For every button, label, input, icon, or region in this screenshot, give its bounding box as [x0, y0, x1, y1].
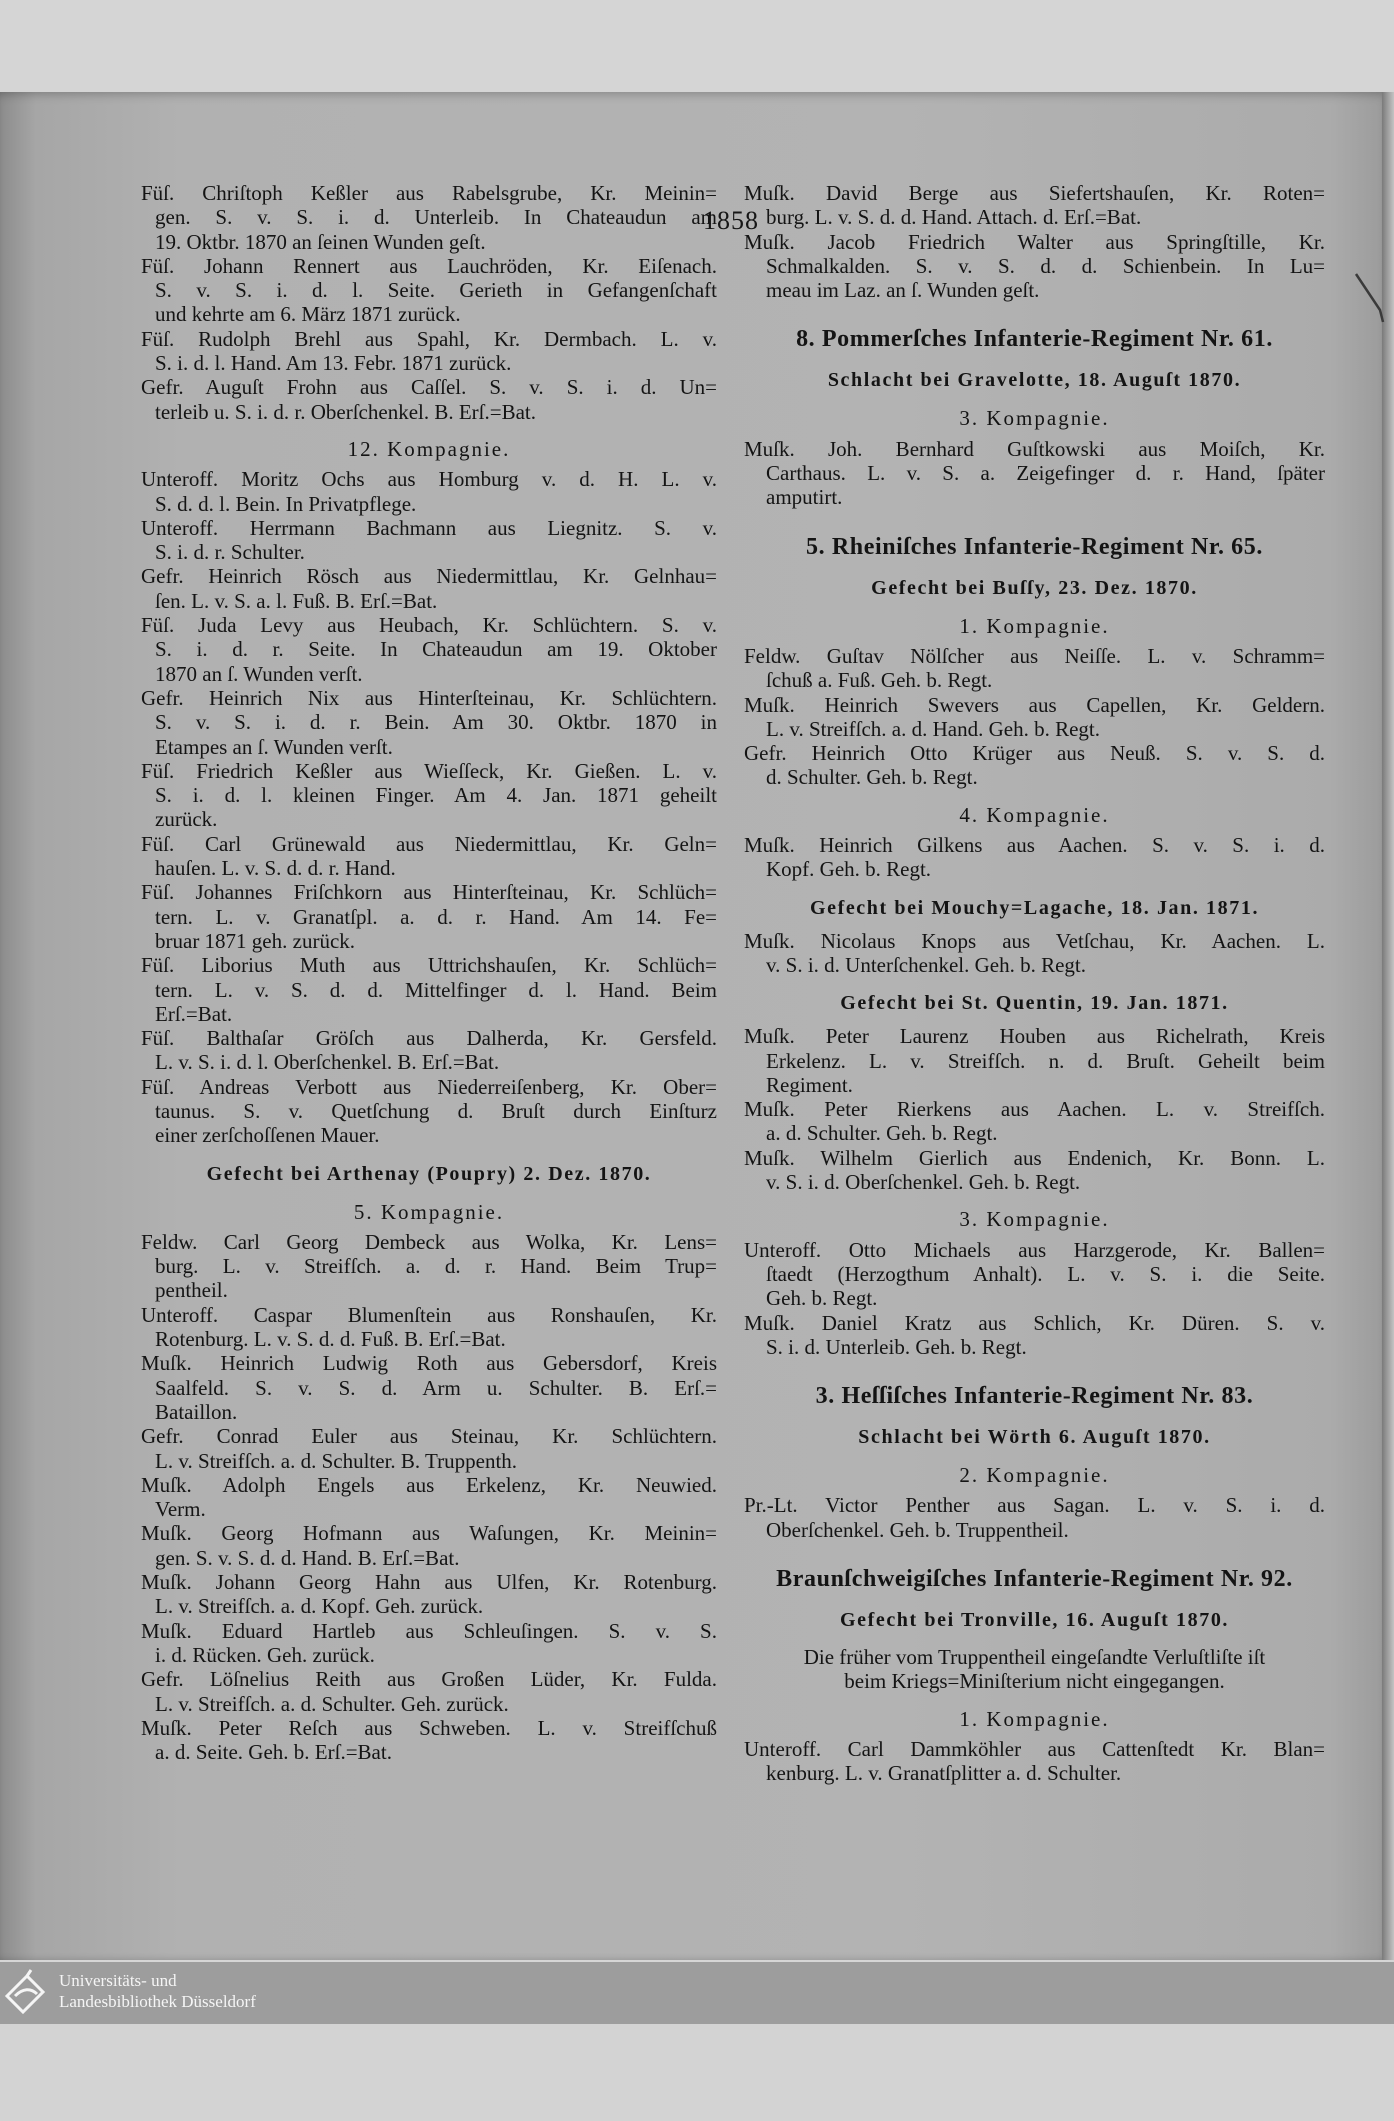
- text-line: gen. S. v. S. d. d. Hand. B. Erſ.=Bat.: [155, 1545, 460, 1570]
- text-line: a. d. Schulter. Geh. b. Regt.: [766, 1121, 998, 1146]
- library-footer: [0, 1962, 1394, 2024]
- casualty-entry: [744, 1024, 1325, 1097]
- regiment-heading: Braunſchweigiſches Infanterie-Regiment Nr. 92.: [776, 1565, 1293, 1592]
- text-line: Rotenburg. L. v. S. d. d. Fuß. B. Erſ.=Bat.: [155, 1327, 506, 1352]
- casualty-entry: [141, 181, 717, 254]
- casualty-entry: [141, 686, 717, 759]
- text-line: Unteroff. Carl Dammköhler aus Cattenſtedt Kr. Blan=: [744, 1736, 1325, 1761]
- text-line: Gefr. Auguſt Frohn aus Caſſel. S. v. S. i. d. Un=: [141, 375, 717, 400]
- company-heading: 2. Kompagnie.: [959, 1463, 1110, 1488]
- text-line: 1870 an ſ. Wunden verſt.: [155, 661, 363, 686]
- text-line: Füſ. Juda Levy aus Heubach, Kr. Schlüchtern. S. v.: [141, 613, 717, 638]
- battle-heading: Schlacht bei Wörth 6. Auguſt 1870.: [858, 1426, 1211, 1449]
- note-paragraph: [744, 1645, 1325, 1694]
- text-line: Unteroff. Otto Michaels aus Harzgerode, Kr. Ballen=: [744, 1237, 1325, 1262]
- company-heading: 4. Kompagnie.: [959, 802, 1110, 827]
- text-line: Füſ. Friedrich Keßler aus Wieſſeck, Kr. Gießen. L. v.: [141, 758, 717, 783]
- casualty-entry: [744, 1238, 1325, 1311]
- text-line: Schmalkalden. S. v. S. d. d. Schienbein. In Lu=: [766, 253, 1325, 278]
- text-line: Oberſchenkel. Geh. b. Truppentheil.: [766, 1517, 1069, 1542]
- text-line: ſtaedt (Herzogthum Anhalt). L. v. S. i. die Seite.: [766, 1261, 1325, 1286]
- text-line: Muſk. Nicolaus Knops aus Vetſchau, Kr. Aachen. L.: [744, 928, 1325, 953]
- page-edge: [1382, 92, 1394, 1960]
- text-line: S. i. d. l. Hand. Am 13. Febr. 1871 zurück.: [155, 351, 512, 376]
- right-column: [744, 181, 1325, 1785]
- text-line: a. d. Seite. Geh. b. Erſ.=Bat.: [155, 1740, 392, 1765]
- text-line: Erſ.=Bat.: [155, 1001, 233, 1026]
- text-line: meau im Laz. an ſ. Wunden geſt.: [766, 278, 1040, 303]
- casualty-entry: [141, 375, 717, 424]
- text-line: Füſ. Chriſtoph Keßler aus Rabelsgrube, Kr. Meinin=: [141, 181, 717, 205]
- text-line: kenburg. L. v. Granatſplitter a. d. Schulter.: [766, 1761, 1122, 1786]
- text-line: ſchuß a. Fuß. Geh. b. Regt.: [766, 668, 993, 693]
- battle-heading: Gefecht bei Mouchy=Lagache, 18. Jan. 1871.: [809, 896, 1260, 919]
- text-line: Muſk. Johann Georg Hahn aus Ulfen, Kr. Rotenburg.: [141, 1570, 717, 1595]
- text-line: einer zerſchoſſenen Mauer.: [155, 1123, 380, 1148]
- text-line: Füſ. Liborius Muth aus Uttrichshauſen, Kr. Schlüch=: [141, 953, 717, 978]
- text-line: Carthaus. L. v. S. a. Zeigefinger d. r. Hand, ſpäter: [766, 461, 1325, 486]
- text-line: Gefr. Conrad Euler aus Steinau, Kr. Schlüchtern.: [141, 1424, 717, 1449]
- text-line: burg. L. v. Streifſch. a. d. r. Hand. Beim Trup=: [155, 1254, 717, 1279]
- text-line: bruar 1871 geh. zurück.: [155, 928, 356, 953]
- text-line: L. v. Streifſch. a. d. Schulter. B. Truppenth.: [155, 1448, 518, 1473]
- text-line: Füſ. Rudolph Brehl aus Spahl, Kr. Dermbach. L. v.: [141, 326, 717, 351]
- text-line: Geh. b. Regt.: [766, 1286, 878, 1311]
- company-heading: 3. Kompagnie.: [959, 406, 1110, 431]
- text-line: Regiment.: [766, 1072, 853, 1097]
- text-line: Muſk. David Berge aus Siefertshauſen, Kr. Roten=: [744, 181, 1325, 205]
- casualty-entry: [744, 1493, 1325, 1542]
- casualty-entry: [141, 1351, 717, 1424]
- text-line: Etampes an ſ. Wunden verſt.: [155, 734, 393, 759]
- text-line: Unteroff. Caspar Blumenſtein aus Ronshauſen, Kr.: [141, 1302, 717, 1327]
- text-line: Muſk. Peter Reſch aus Schweben. L. v. Streifſchuß: [141, 1715, 717, 1740]
- text-line: Muſk. Daniel Kratz aus Schlich, Kr. Düren. S. v.: [744, 1310, 1325, 1335]
- text-line: d. Schulter. Geh. b. Regt.: [766, 765, 978, 790]
- casualty-entry: [744, 230, 1325, 303]
- text-line: Muſk. Eduard Hartleb aus Schleuſingen. S. v. S.: [141, 1618, 717, 1643]
- casualty-entry: [141, 759, 717, 832]
- text-line: L. v. Streifſch. a. d. Kopf. Geh. zurück.: [155, 1594, 484, 1619]
- casualty-entry: [744, 741, 1325, 790]
- regiment-heading: 8. Pommerſches Infanterie-Regiment Nr. 61.: [796, 326, 1273, 353]
- casualty-entry: [141, 1570, 717, 1619]
- text-line: Füſ. Balthaſar Gröſch aus Dalherda, Kr. Gersfeld.: [141, 1026, 717, 1051]
- casualty-entry: [141, 1424, 717, 1473]
- company-heading: 5. Kompagnie.: [353, 1199, 505, 1224]
- casualty-entry: [744, 693, 1325, 742]
- text-line: taunus. S. v. Quetſchung d. Bruſt durch Einſturz: [155, 1098, 717, 1123]
- casualty-entry: [141, 1230, 717, 1303]
- text-line: Muſk. Heinrich Ludwig Roth aus Gebersdorf, Kreis: [141, 1351, 717, 1376]
- casualty-entry: [141, 1716, 717, 1765]
- text-line: Muſk. Wilhelm Gierlich aus Endenich, Kr. Bonn. L.: [744, 1145, 1325, 1170]
- text-line: S. i. d. l. kleinen Finger. Am 4. Jan. 1871 geheilt: [155, 783, 717, 808]
- battle-heading: Gefecht bei Arthenay (Poupry) 2. Dez. 1870.: [206, 1162, 652, 1185]
- casualty-entry: [141, 832, 717, 881]
- casualty-entry: [744, 1311, 1325, 1360]
- text-line: burg. L. v. S. d. d. Hand. Attach. d. Erſ.=Bat.: [766, 205, 1142, 230]
- text-line: Muſk. Georg Hofmann aus Waſungen, Kr. Meinin=: [141, 1521, 717, 1546]
- battle-heading: Gefecht bei Tronville, 16. Auguſt 1870.: [839, 1608, 1230, 1631]
- casualty-entry: [744, 644, 1325, 693]
- text-line: tern. L. v. S. d. d. Mittelfinger d. l. Hand. Beim: [155, 977, 717, 1002]
- casualty-entry: [141, 613, 717, 686]
- text-line: Muſk. Adolph Engels aus Erkelenz, Kr. Neuwied.: [141, 1472, 717, 1497]
- regiment-heading: 5. Rheiniſches Infanterie-Regiment Nr. 65.: [806, 533, 1263, 560]
- text-line: Füſ. Johann Rennert aus Lauchröden, Kr. Eiſenach.: [141, 253, 717, 278]
- text-line: Gefr. Heinrich Otto Krüger aus Neuß. S. v. S. d.: [744, 741, 1325, 766]
- text-line: zurück.: [155, 807, 218, 832]
- text-line: L. v. Streifſch. a. d. Schulter. Geh. zurück.: [155, 1691, 509, 1716]
- casualty-entry: [141, 880, 717, 953]
- text-line: Füſ. Carl Grünewald aus Niedermittlau, Kr. Geln=: [141, 831, 717, 856]
- text-line: Muſk. Joh. Bernhard Guſtkowski aus Moiſch, Kr.: [744, 436, 1325, 461]
- battle-heading: Schlacht bei Gravelotte, 18. Auguſt 1870.: [827, 369, 1242, 392]
- text-line: L. v. S. i. d. l. Oberſchenkel. B. Erſ.=Bat.: [155, 1050, 500, 1075]
- text-line: i. d. Rücken. Geh. zurück.: [155, 1642, 375, 1667]
- text-line: S. i. d. Unterleib. Geh. b. Regt.: [766, 1334, 1027, 1359]
- battle-heading: Gefecht bei St. Quentin, 19. Jan. 1871.: [840, 992, 1229, 1015]
- text-line: gen. S. v. S. i. d. Unterleib. In Chateaudun am: [155, 205, 717, 230]
- text-line: ſen. L. v. S. a. l. Fuß. B. Erſ.=Bat.: [155, 588, 438, 613]
- text-line: Erkelenz. L. v. Streifſch. n. d. Bruſt. Geheilt beim: [766, 1048, 1325, 1073]
- library-name-line-1: Universitäts- und: [59, 1971, 177, 1990]
- text-line: Gefr. Heinrich Rösch aus Niedermittlau, Kr. Gelnhau=: [141, 564, 717, 589]
- text-line: Muſk. Peter Laurenz Houben aus Richelrath, Kreis: [744, 1024, 1325, 1049]
- library-name-line-2: Landesbibliothek Düsseldorf: [59, 1992, 256, 2011]
- company-heading: 1. Kompagnie.: [959, 613, 1110, 638]
- text-line: Verm.: [155, 1497, 206, 1522]
- casualty-entry: [141, 1303, 717, 1352]
- text-line: und kehrte am 6. März 1871 zurück.: [155, 302, 461, 327]
- casualty-entry: [744, 181, 1325, 230]
- casualty-entry: [744, 1097, 1325, 1146]
- text-line: Kopf. Geh. b. Regt.: [766, 857, 932, 882]
- text-line: Muſk. Heinrich Swevers aus Capellen, Kr. Geldern.: [744, 692, 1325, 717]
- casualty-entry: [141, 1619, 717, 1668]
- company-heading: 12. Kompagnie.: [347, 436, 511, 461]
- casualty-entry: [141, 953, 717, 1026]
- battle-heading: Gefecht bei Buſſy, 23. Dez. 1870.: [871, 576, 1198, 599]
- text-line: Die früher vom Truppentheil eingeſandte Verluſtliſte iſt: [803, 1644, 1266, 1669]
- text-line: S. v. S. i. d. l. Seite. Gerieth in Gefangenſchaft: [155, 278, 717, 303]
- text-line: S. i. d. r. Schulter.: [155, 540, 305, 565]
- left-column: [141, 181, 717, 1764]
- casualty-entry: [744, 437, 1325, 510]
- text-line: Gefr. Heinrich Nix aus Hinterſteinau, Kr. Schlüchtern.: [141, 685, 717, 710]
- text-line: Muſk. Peter Rierkens aus Aachen. L. v. Streifſch.: [744, 1097, 1325, 1122]
- text-line: Bataillon.: [155, 1399, 238, 1424]
- casualty-entry: [141, 1667, 717, 1716]
- text-line: S. v. S. i. d. r. Bein. Am 30. Oktbr. 1870 in: [155, 710, 717, 735]
- casualty-entry: [744, 1146, 1325, 1195]
- library-name: [59, 1970, 256, 2012]
- text-line: Feldw. Guſtav Nölſcher aus Neiſſe. L. v. Schramm=: [744, 643, 1325, 668]
- text-line: beim Kriegs=Miniſterium nicht eingegangen.: [844, 1669, 1225, 1694]
- text-line: Muſk. Jacob Friedrich Walter aus Springſtille, Kr.: [744, 229, 1325, 254]
- company-heading: 1. Kompagnie.: [959, 1706, 1110, 1731]
- text-line: L. v. Streifſch. a. d. Hand. Geh. b. Regt.: [766, 716, 1100, 741]
- text-line: v. S. i. d. Oberſchenkel. Geh. b. Regt.: [766, 1170, 1081, 1195]
- casualty-entry: [141, 467, 717, 516]
- text-line: Muſk. Heinrich Gilkens aus Aachen. S. v. S. i. d.: [744, 833, 1325, 858]
- casualty-entry: [141, 327, 717, 376]
- regiment-heading: 3. Heſſiſches Infanterie-Regiment Nr. 83.: [815, 1383, 1254, 1410]
- text-line: Feldw. Carl Georg Dembeck aus Wolka, Kr. Lens=: [141, 1229, 717, 1254]
- text-line: Pr.-Lt. Victor Penther aus Sagan. L. v. S. i. d.: [744, 1493, 1325, 1518]
- casualty-entry: [141, 564, 717, 613]
- text-line: pentheil.: [155, 1278, 228, 1303]
- text-line: v. S. i. d. Unterſchenkel. Geh. b. Regt.: [766, 952, 1086, 977]
- text-line: S. d. d. l. Bein. In Privatpflege.: [155, 491, 417, 516]
- casualty-entry: [141, 1075, 717, 1148]
- text-line: Füſ. Johannes Friſchkorn aus Hinterſteinau, Kr. Schlüch=: [141, 880, 717, 905]
- text-line: Füſ. Andreas Verbott aus Niederreiſenberg, Kr. Ober=: [141, 1074, 717, 1099]
- casualty-entry: [141, 254, 717, 327]
- casualty-entry: [744, 1737, 1325, 1786]
- text-line: Unteroff. Herrmann Bachmann aus Liegnitz. S. v.: [141, 515, 717, 540]
- text-line: Saalfeld. S. v. S. d. Arm u. Schulter. B. Erſ.=: [155, 1375, 717, 1400]
- casualty-entry: [744, 833, 1325, 882]
- page-number: 1858: [703, 206, 759, 235]
- text-line: S. i. d. r. Seite. In Chateaudun am 19. Oktober: [155, 637, 717, 662]
- text-line: 19. Oktbr. 1870 an ſeinen Wunden geſt.: [155, 229, 486, 254]
- scan-margin: [0, 2024, 1394, 2121]
- text-line: Gefr. Löſnelius Reith aus Großen Lüder, Kr. Fulda.: [141, 1667, 717, 1692]
- text-line: terleib u. S. i. d. r. Oberſchenkel. B. Erſ.=Bat.: [155, 399, 537, 424]
- casualty-entry: [141, 1521, 717, 1570]
- library-logo-icon: [3, 1966, 53, 2018]
- casualty-entry: [744, 929, 1325, 978]
- text-line: amputirt.: [766, 485, 843, 510]
- page-edge-mark: [1350, 270, 1394, 326]
- text-line: hauſen. L. v. S. d. d. r. Hand.: [155, 856, 396, 881]
- casualty-entry: [141, 516, 717, 565]
- company-heading: 3. Kompagnie.: [959, 1207, 1110, 1232]
- text-line: tern. L. v. Granatſpl. a. d. r. Hand. Am 14. Fe=: [155, 904, 717, 929]
- text-line: Unteroff. Moritz Ochs aus Homburg v. d. H. L. v.: [141, 467, 717, 492]
- casualty-entry: [141, 1026, 717, 1075]
- casualty-entry: [141, 1473, 717, 1522]
